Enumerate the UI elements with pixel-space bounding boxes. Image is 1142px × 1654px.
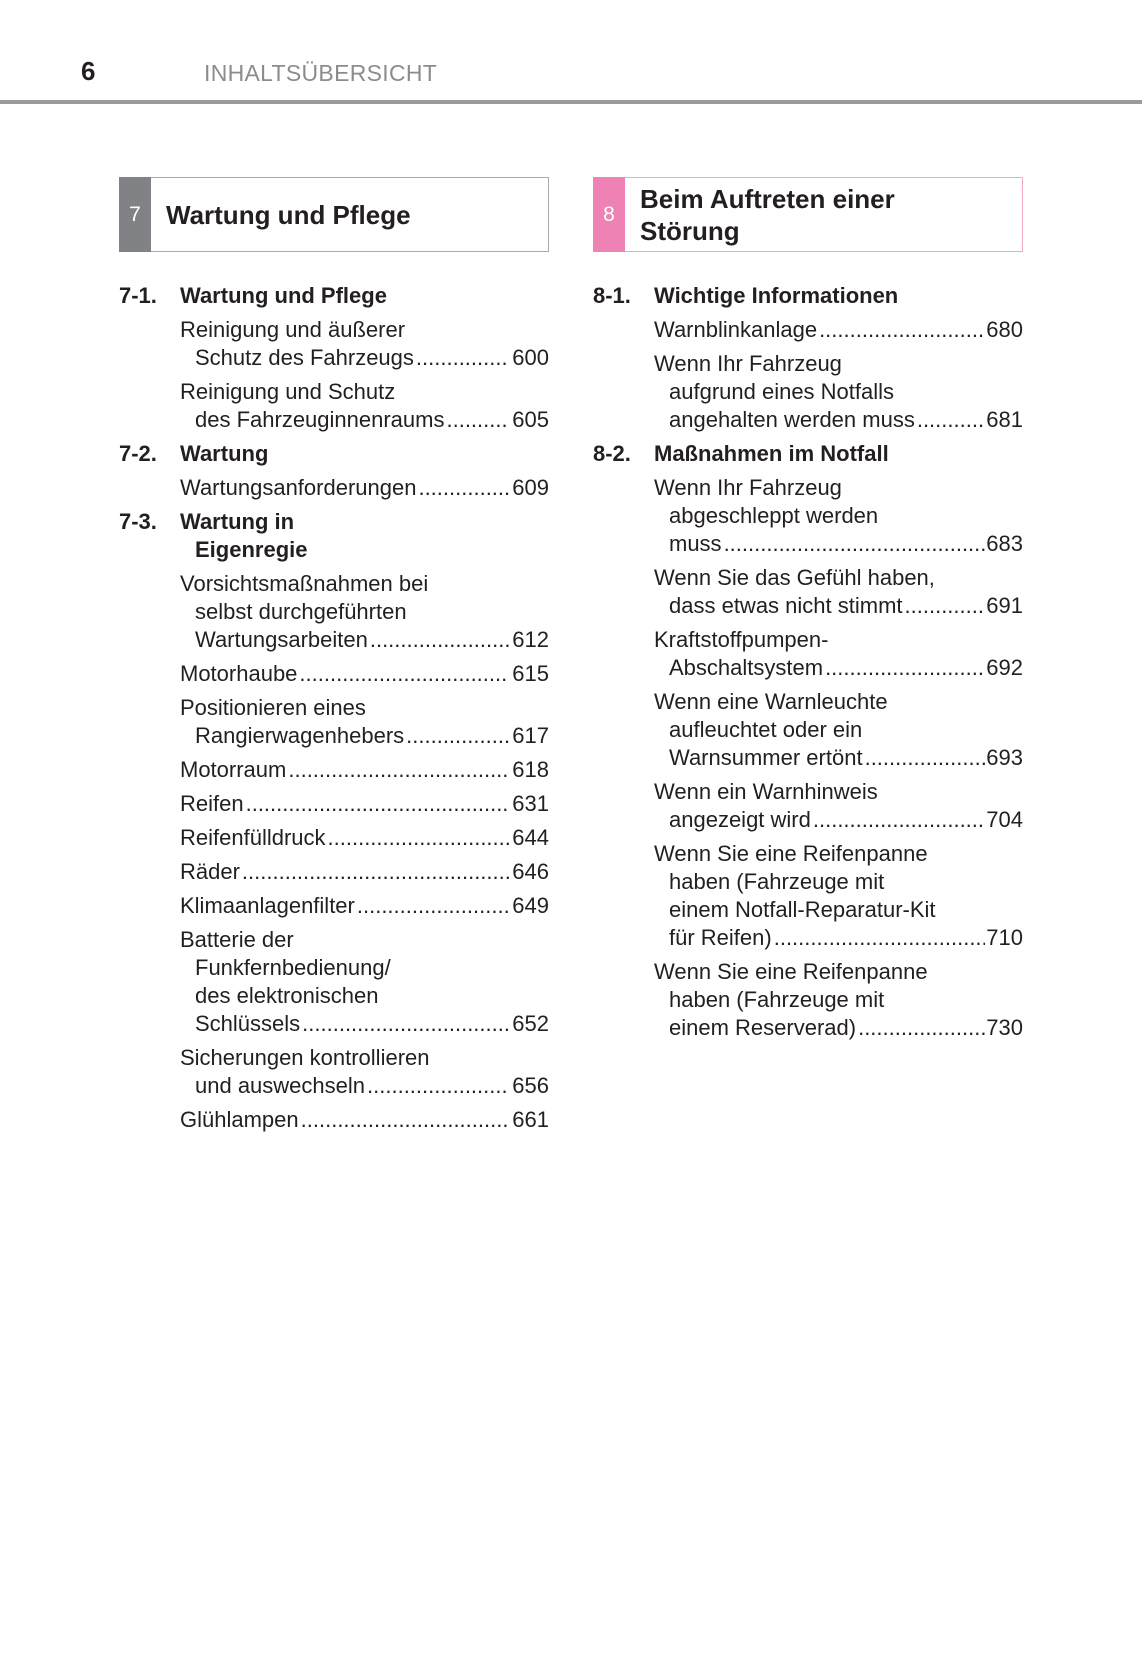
toc-entry[interactable]: Wartungsanforderungen ..... 609 [180,474,549,502]
page-ref: 680 [986,317,1023,342]
toc-entry[interactable]: Batterie der Funkfernbedienung/ des elektronischen Schlüssels ..... 652 [180,926,549,1038]
page-ref: 646 [512,859,549,884]
header-title: INHALTSÜBERSICHT [204,60,438,86]
page-ref: 652 [512,1011,549,1036]
toc-entry[interactable]: Wenn Sie eine Reifenpanne haben (Fahrzeuge mit einem Notfall-Reparatur-Kit für Reifen) ..... 710 [654,840,1023,952]
toc-entry[interactable]: Sicherungen kontrollieren und auswechseln ..... 656 [180,1044,549,1100]
page-ref: 681 [986,407,1023,432]
page-ref: 609 [512,475,549,500]
header-divider [0,100,1142,104]
page-ref: 615 [512,661,549,686]
toc-entry[interactable]: Motorraum ..... 618 [180,756,549,784]
chapter-8-number-tab: 8 [593,177,625,252]
toc-entry[interactable]: Wenn eine Warnleuchte aufleuchtet oder ein Warnsummer ertönt ..... 693 [654,688,1023,772]
toc-entry[interactable]: Glühlampen ..... 661 [180,1106,549,1134]
page-ref: 691 [986,593,1023,618]
toc-entry[interactable]: Reinigung und äußerer Schutz des Fahrzeugs ..... 600 [180,316,549,372]
section-7-2[interactable] [119,440,549,468]
section-number: 7-1. [119,283,157,308]
chapter-8-heading [593,177,1023,252]
page-ref: 661 [512,1107,549,1132]
page-ref: 605 [512,407,549,432]
toc-entry[interactable]: Wenn Sie das Gefühl haben, dass etwas nicht stimmt ..... 691 [654,564,1023,620]
section-8-1[interactable] [593,282,1023,310]
page-ref: 683 [986,531,1023,556]
page-ref: 617 [512,723,549,748]
toc-entry[interactable]: Vorsichtsmaßnahmen bei selbst durchgeführten Wartungsarbeiten ..... 612 [180,570,549,654]
section-number: 8-2. [593,441,631,466]
page-header [0,0,1142,104]
chapter-7-number-tab: 7 [119,177,151,252]
section-title: Wartung in Eigenregie [180,509,308,562]
toc-entry[interactable]: Wenn ein Warnhinweis angezeigt wird ..... 704 [654,778,1023,834]
toc-entry[interactable]: Reinigung und Schutz des Fahrzeuginnenraums ..... 605 [180,378,549,434]
page-ref: 730 [986,1015,1023,1040]
chapter-8-title: Beim Auftreten einer Störung [640,183,895,246]
chapter-7-title: Wartung und Pflege [166,199,411,230]
toc-entry[interactable]: Wenn Sie eine Reifenpanne haben (Fahrzeuge mit einem Reserverad) ..... 730 [654,958,1023,1042]
section-title: Maßnahmen im Notfall [654,441,889,466]
toc-entry[interactable]: Motorhaube ..... 615 [180,660,549,688]
section-8-2[interactable] [593,440,1023,468]
section-7-3[interactable] [119,508,549,564]
chapter-7-column [119,177,549,1134]
page-ref: 649 [512,893,549,918]
section-number: 7-2. [119,441,157,466]
toc-entry[interactable]: Räder ..... 646 [180,858,549,886]
section-title: Wartung und Pflege [180,283,387,308]
chapter-8-toc [593,282,1023,1042]
page-ref: 692 [986,655,1023,680]
page-number: 6 [81,56,96,86]
section-number: 8-1. [593,283,631,308]
toc-entry[interactable]: Positionieren eines Rangierwagenhebers ..... 617 [180,694,549,750]
toc-entry[interactable]: Reifen ..... 631 [180,790,549,818]
page-ref: 644 [512,825,549,850]
toc-entry[interactable]: Warnblinkanlage ..... 680 [654,316,1023,344]
page-ref: 693 [986,745,1023,770]
section-number: 7-3. [119,509,157,534]
toc-entry[interactable]: Klimaanlagenfilter ..... 649 [180,892,549,920]
chapter-8-column [593,177,1023,1042]
section-title: Wartung [180,441,269,466]
page-ref: 612 [512,627,549,652]
page-ref: 656 [512,1073,549,1098]
page-ref: 631 [512,791,549,816]
page-ref: 618 [512,757,549,782]
page-ref: 704 [986,807,1023,832]
toc-entry[interactable]: Reifenfülldruck ..... 644 [180,824,549,852]
page-ref: 710 [986,925,1023,950]
section-title: Wichtige Informationen [654,283,899,308]
chapter-7-heading [119,177,549,252]
section-7-1[interactable] [119,282,549,310]
page-ref: 600 [512,345,549,370]
toc-entry[interactable]: Kraftstoffpumpen- Abschaltsystem ..... 692 [654,626,1023,682]
toc-entry[interactable]: Wenn Ihr Fahrzeug abgeschleppt werden muss ..... 683 [654,474,1023,558]
toc-entry[interactable]: Wenn Ihr Fahrzeug aufgrund eines Notfalls angehalten werden muss ..... 681 [654,350,1023,434]
chapter-7-toc [119,282,549,1134]
